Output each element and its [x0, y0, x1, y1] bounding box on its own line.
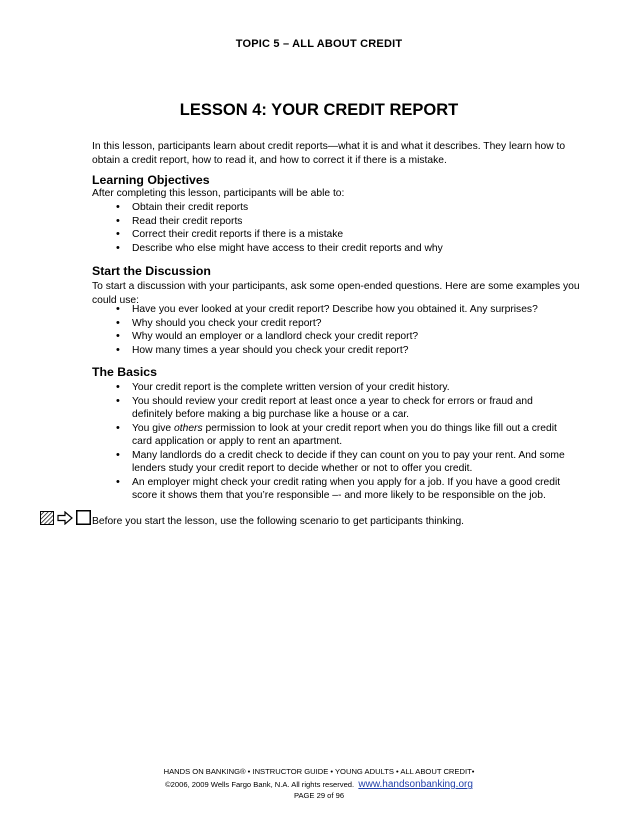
list-item: • Have you ever looked at your credit report? Describe how you obtained it. Any surprises? [116, 303, 586, 317]
list-item: • An employer might check your credit rating when you apply for a job. If you have a good credit score it shows them that you’re responsible –- and more likely to be responsible on the job. [116, 476, 576, 503]
objectives-heading: Learning Objectives [92, 173, 210, 187]
basics-list [116, 381, 576, 503]
website-link[interactable]: www.handsonbanking.org [358, 779, 473, 790]
list-item: • Describe who else might have access to their credit reports and why [116, 242, 586, 256]
lesson-title: LESSON 4: YOUR CREDIT REPORT [179, 101, 459, 119]
list-item: • Obtain their credit reports [116, 201, 586, 215]
emphasis-text: others [174, 422, 203, 434]
footer-copyright-line [0, 779, 638, 790]
right-arrow-icon [57, 511, 73, 530]
discussion-list [116, 303, 586, 357]
topic-header: TOPIC 5 – ALL ABOUT CREDIT [235, 38, 403, 50]
page-number: PAGE 29 of 96 [293, 791, 345, 800]
list-item: • Many landlords do a credit check to decide if they can count on you to pay your rent. And some lenders study your credit report to decide whether or not to offer you credit. [116, 449, 576, 476]
objectives-lead: After completing this lesson, participants will be able to: [92, 188, 345, 199]
basics-heading: The Basics [92, 365, 157, 379]
scenario-note: Before you start the lesson, use the following scenario to get participants thinking. [92, 516, 465, 527]
list-item: • Read their credit reports [116, 215, 586, 229]
list-item: • You should review your credit report at least once a year to check for errors or fraud and definitely before making a big purchase like a house or a car. [116, 395, 576, 422]
discussion-heading: Start the Discussion [92, 264, 211, 278]
discussion-lead: To start a discussion with your participants, ask some open-ended questions. Here are some examples you could use: [92, 281, 580, 306]
list-item: • Why should you check your credit report? [116, 317, 586, 331]
scenario-icons [40, 510, 91, 530]
list-item: • Your credit report is the complete written version of your credit history. [116, 381, 576, 395]
intro-paragraph: In this lesson, participants learn about credit reports—what it is and what it describes. They learn how to obtain a credit report, how to read it, and how to correct it if there is a mistake. [92, 141, 566, 166]
empty-square-icon [76, 510, 91, 530]
objectives-list [116, 201, 586, 255]
list-item: • How many times a year should you check your credit report? [116, 344, 586, 358]
list-item: • Correct their credit reports if there is a mistake [116, 228, 586, 242]
list-item: • You give others permission to look at your credit report when you do things like fill out a credit card application or apply to rent an apartment. [116, 422, 576, 449]
copyright-text: ©2006, 2009 Wells Fargo Bank, N.A. All rights reserved. [165, 780, 355, 789]
footer-line: HANDS ON BANKING® • INSTRUCTOR GUIDE • YOUNG ADULTS • ALL ABOUT CREDIT• [163, 767, 475, 776]
hatched-square-icon [40, 511, 54, 530]
list-item: • Why would an employer or a landlord check your credit report? [116, 330, 586, 344]
